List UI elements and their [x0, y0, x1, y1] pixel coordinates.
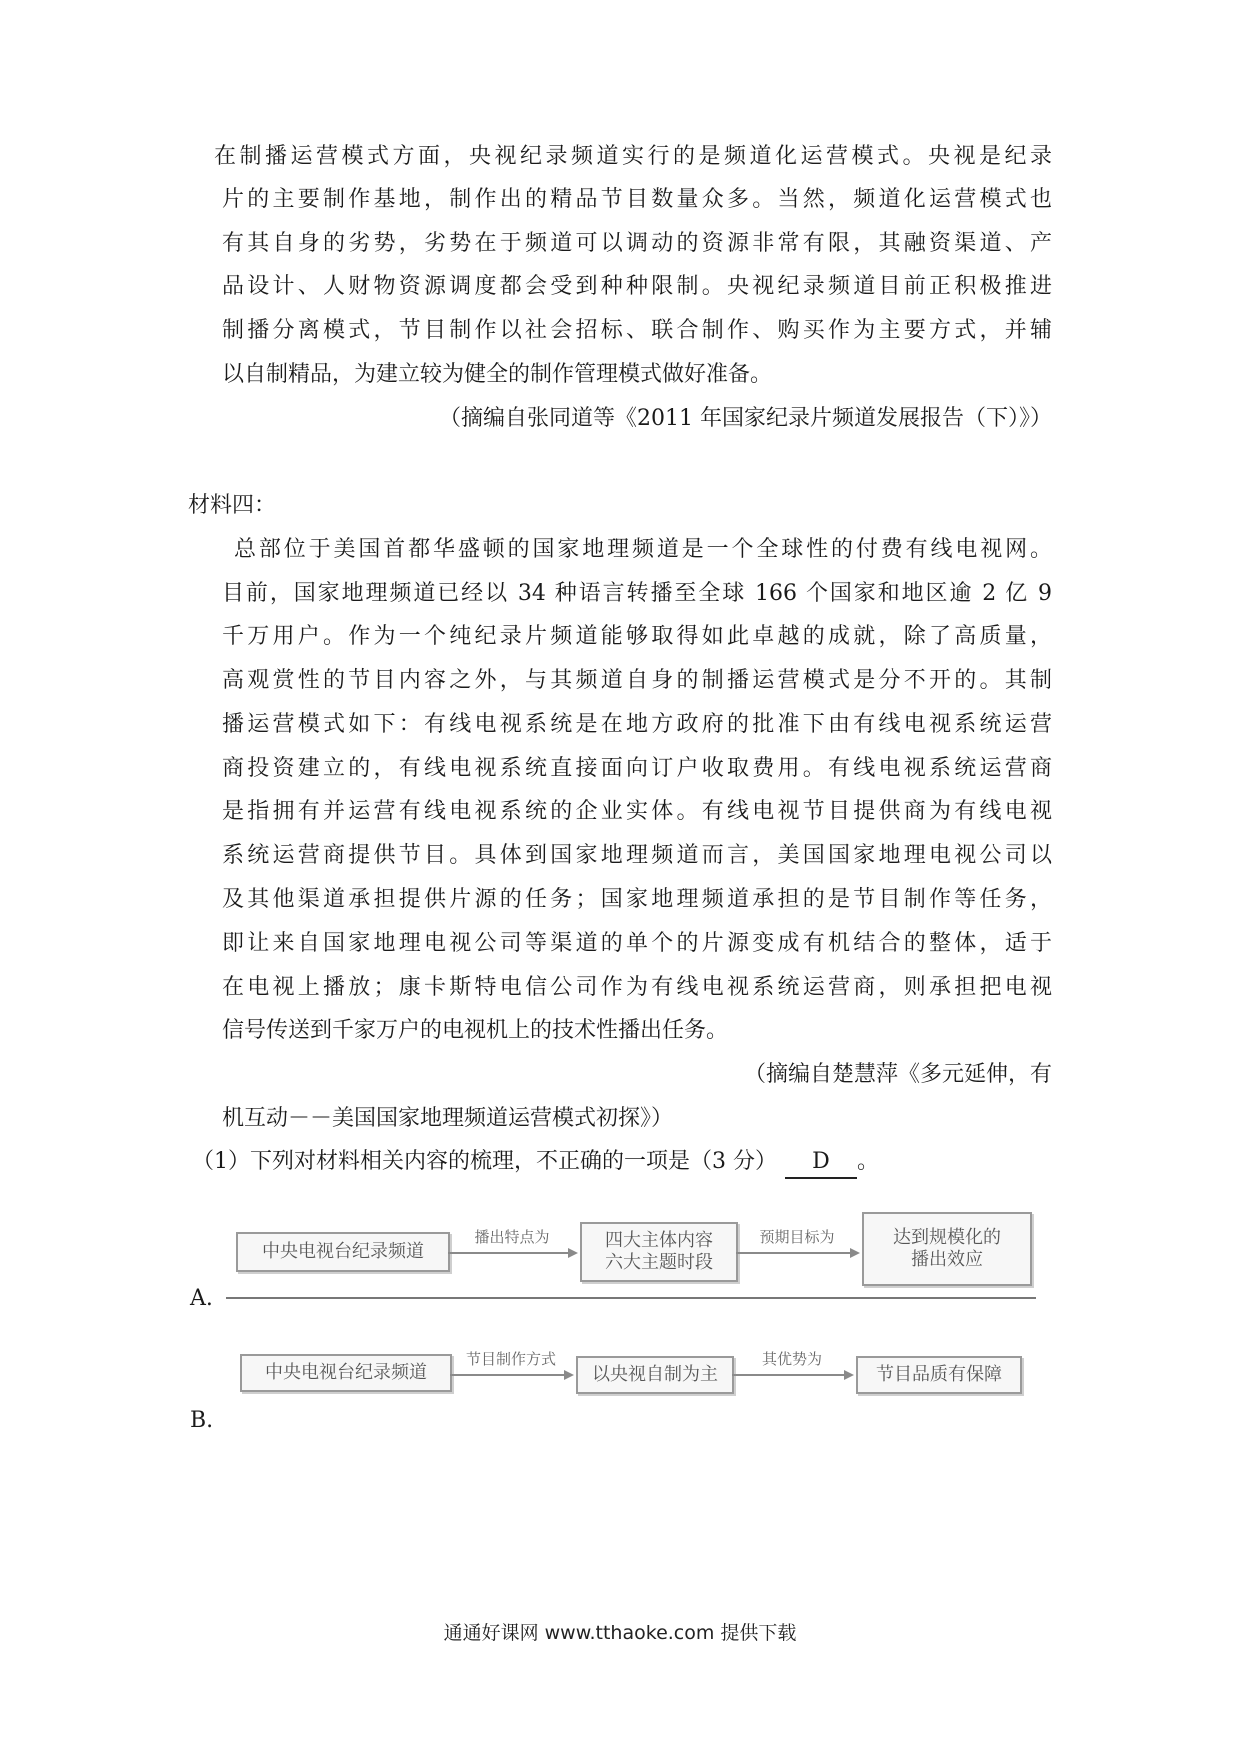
- passage3-line: 制播分离模式，节目制作以社会招标、联合制作、购买作为主要方式，并辅: [222, 318, 1052, 343]
- passage3-source: （摘编自张同道等《2011 年国家纪录片频道发展报告（下）》）: [439, 406, 1052, 431]
- material4-line: 系统运营商提供节目。具体到国家地理频道而言，美国国家地理电视公司以: [222, 843, 1052, 868]
- option-a-box-goal-line2: 播出效应: [911, 1249, 983, 1270]
- passage3-line: 以自制精品，为建立较为健全的制作管理模式做好准备。: [222, 362, 773, 387]
- option-a-box-goal: [862, 1212, 1032, 1286]
- option-a-arrow-2: [736, 1252, 858, 1254]
- option-a-box-cctv: 中央电视台纪录频道: [236, 1232, 450, 1272]
- option-a-arrow-1: [448, 1252, 576, 1254]
- option-b-label: B.: [190, 1408, 214, 1433]
- passage3-line: 片的主要制作基地，制作出的精品节目数量众多。当然，频道化运营模式也: [222, 187, 1052, 212]
- material4-line: 是指拥有并运营有线电视系统的企业实体。有线电视节目提供商为有线电视: [222, 799, 1052, 824]
- option-a-arrow-2-label: 预期目标为: [759, 1228, 835, 1246]
- material4-line: 商投资建立的，有线电视系统直接面向订户收取费用。有线电视系统运营商: [222, 756, 1052, 781]
- option-a-rule: [226, 1297, 1036, 1299]
- material4-line: 及其他渠道承担提供片源的任务；国家地理频道承担的是节目制作等任务，: [222, 887, 1052, 912]
- option-a-box-content-line1: 四大主体内容: [605, 1230, 713, 1251]
- option-b-arrow-2: [732, 1374, 852, 1376]
- material4-line: 在电视上播放；康卡斯特电信公司作为有线电视系统运营商，则承担把电视: [222, 975, 1052, 1000]
- material4-line: 总部位于美国首都华盛顿的国家地理频道是一个全球性的付费有线电视网。: [234, 537, 1052, 562]
- passage3-line: 品设计、人财物资源调度都会受到种种限制。央视纪录频道目前正积极推进: [222, 274, 1052, 299]
- option-a-label: A.: [190, 1286, 213, 1311]
- material4-source-line2: 机互动－－美国国家地理频道运营模式初探》）: [222, 1106, 674, 1131]
- material4-line: 播运营模式如下：有线电视系统是在地方政府的批准下由有线电视系统运营: [222, 712, 1052, 737]
- option-b-box-method: 以央视自制为主: [576, 1356, 734, 1394]
- option-a-box-content-line2: 六大主题时段: [605, 1252, 713, 1273]
- passage3-line: 在制播运营模式方面，央视纪录频道实行的是频道化运营模式。央视是纪录: [214, 144, 1052, 169]
- material4-line: 目前，国家地理频道已经以 34 种语言转播至全球 166 个国家和地区逾 2 亿 9: [222, 581, 1052, 606]
- option-b-arrow-1-label: 节目制作方式: [465, 1350, 556, 1368]
- material4-heading: 材料四：: [188, 493, 277, 518]
- page-footer: 通通好课网 www.tthaoke.com 提供下载: [443, 1622, 797, 1644]
- material4-source-line1: （摘编自楚慧萍《多元延伸，有: [743, 1062, 1052, 1087]
- material4-line: 即让来自国家地理电视公司等渠道的单个的片源变成有机结合的整体，适于: [222, 931, 1052, 956]
- option-b-arrow-2-label: 其优势为: [761, 1350, 822, 1368]
- question-text: （1）下列对材料相关内容的梳理，不正确的一项是（3 分）: [192, 1149, 777, 1174]
- option-b-arrow-1: [450, 1374, 572, 1376]
- passage3-line: 有其自身的劣势，劣势在于频道可以调动的资源非常有限，其融资渠道、产: [222, 231, 1052, 256]
- option-a-arrow-1-label: 播出特点为: [474, 1228, 550, 1246]
- material4-line: 高观赏性的节目内容之外，与其频道自身的制播运营模式是分不开的。其制: [222, 668, 1052, 693]
- material4-line: 信号传送到千家万户的电视机上的技术性播出任务。: [222, 1018, 729, 1043]
- option-b-box-advantage: 节目品质有保障: [856, 1356, 1022, 1394]
- option-a-box-content: [580, 1222, 738, 1282]
- material4-line: 千万用户。作为一个纯纪录片频道能够取得如此卓越的成就，除了高质量，: [222, 624, 1052, 649]
- question-end: 。: [857, 1149, 880, 1174]
- question-1: [192, 1147, 879, 1179]
- option-b-box-cctv: 中央电视台纪录频道: [240, 1354, 452, 1392]
- option-a-box-goal-line1: 达到规模化的: [893, 1227, 1001, 1248]
- answer-blank: D: [785, 1147, 857, 1179]
